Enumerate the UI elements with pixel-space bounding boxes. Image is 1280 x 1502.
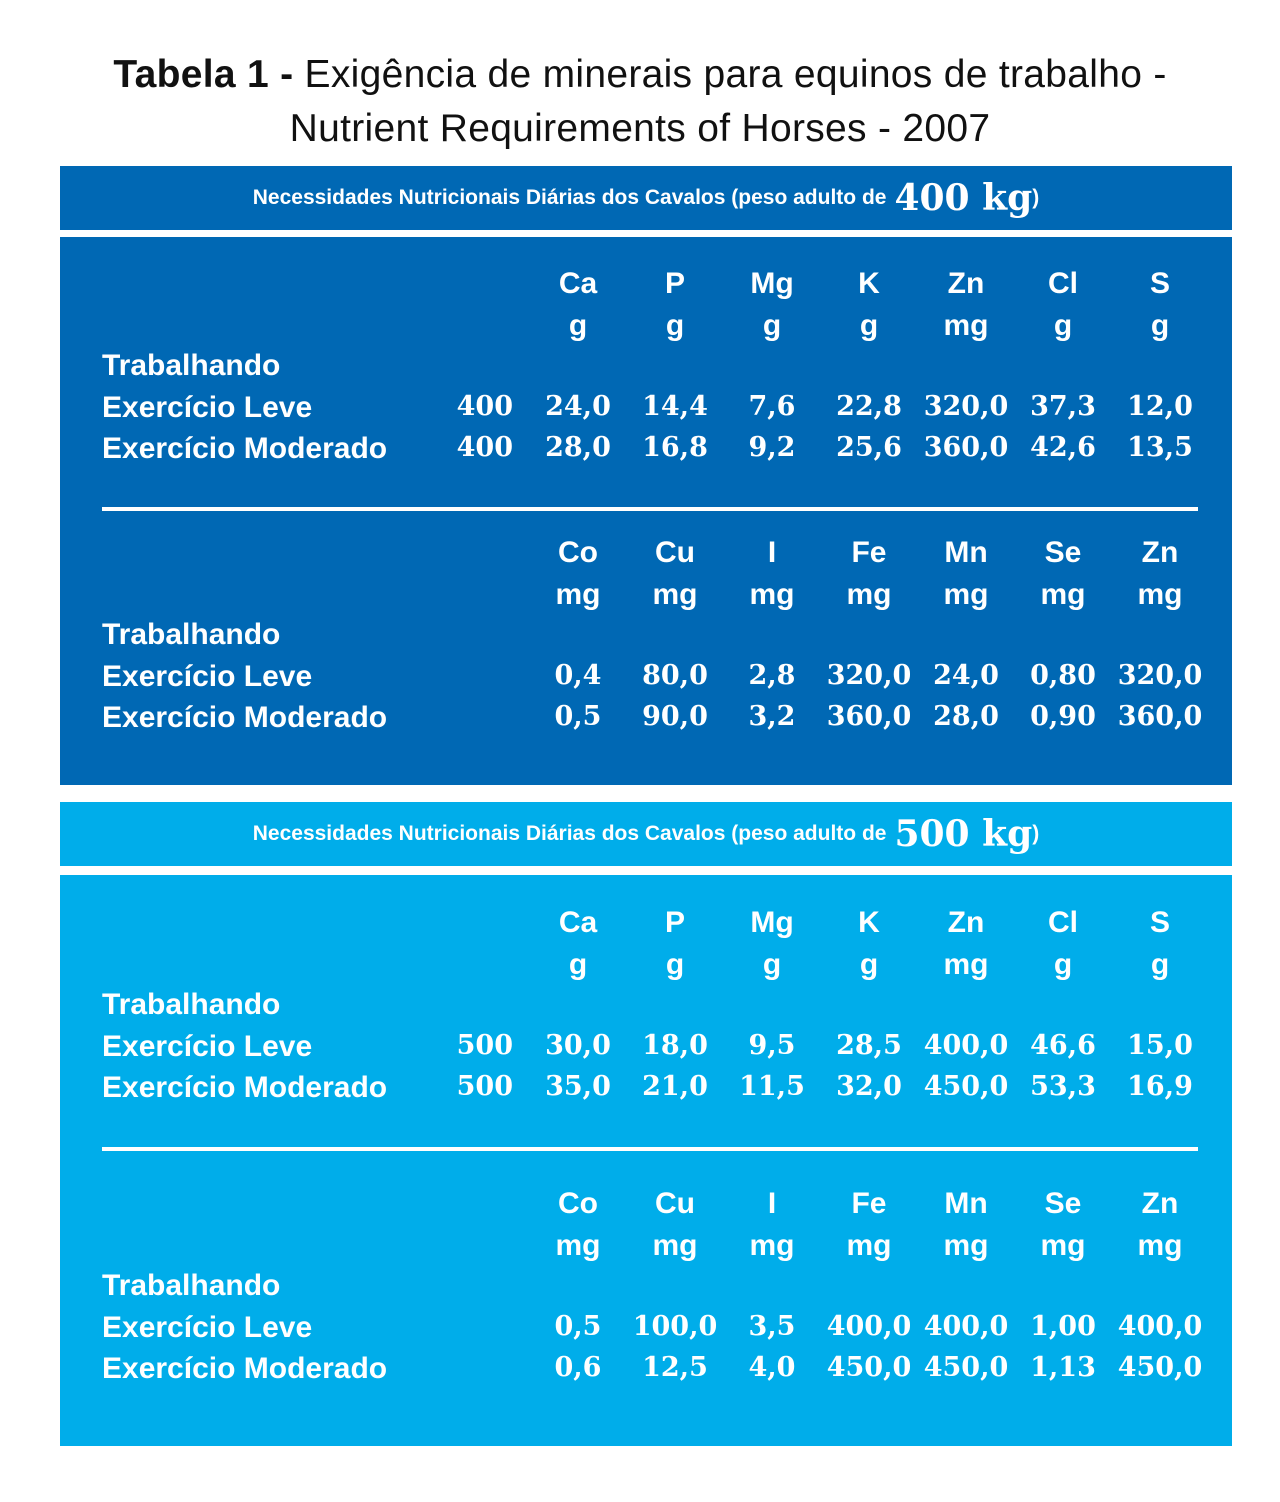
value-cell: 0,5 xyxy=(554,701,602,732)
row-label: Exercício Leve xyxy=(102,1030,313,1063)
unit-header: mg xyxy=(943,578,989,611)
value-cell: 320,0 xyxy=(826,660,912,691)
unit-header-row xyxy=(60,578,1232,618)
row-label: Exercício Leve xyxy=(102,1311,313,1344)
element-header: P xyxy=(664,906,685,939)
element-header: Cl xyxy=(1048,267,1078,300)
value-cell: 46,6 xyxy=(1030,1030,1096,1061)
value-cell: 11,5 xyxy=(739,1071,805,1102)
group-label-row xyxy=(60,618,1232,658)
title-prefix: Tabela 1 - xyxy=(113,53,294,96)
table-row xyxy=(60,701,1232,741)
unit-header: mg xyxy=(846,578,892,611)
value-cell: 400,0 xyxy=(923,1311,1009,1342)
value-cell: 28,0 xyxy=(933,701,999,732)
unit-header: mg xyxy=(846,1229,892,1262)
unit-header: mg xyxy=(1137,1229,1183,1262)
value-cell: 0,90 xyxy=(1030,701,1096,732)
value-cell: 9,5 xyxy=(748,1030,796,1061)
section-header-text: Necessidades Nutricionais Diárias dos Cavalos (peso adulto de xyxy=(252,822,887,845)
value-cell: 32,0 xyxy=(836,1071,902,1102)
value-cell: 22,8 xyxy=(836,391,902,422)
value-cell: 25,6 xyxy=(836,432,902,463)
unit-header: mg xyxy=(652,1229,698,1262)
value-cell: 7,6 xyxy=(748,391,796,422)
element-header: I xyxy=(767,1187,777,1220)
element-header: Cu xyxy=(655,536,695,569)
table-row xyxy=(60,1352,1232,1392)
section-header-weight: 400 kg xyxy=(894,177,1033,219)
table-row xyxy=(60,1071,1232,1111)
value-cell: 24,0 xyxy=(545,391,611,422)
group-label-row xyxy=(60,1269,1232,1309)
element-header-row xyxy=(60,1187,1232,1227)
value-cell: 400,0 xyxy=(1117,1311,1203,1342)
value-cell: 450,0 xyxy=(923,1352,1009,1383)
value-cell: 450,0 xyxy=(826,1352,912,1383)
element-header: Zn xyxy=(947,267,985,300)
unit-header-row xyxy=(60,948,1232,988)
element-header: Ca xyxy=(558,267,598,300)
group-label: Trabalhando xyxy=(102,349,281,382)
unit-header: mg xyxy=(943,948,989,981)
element-header: Mn xyxy=(944,1187,988,1220)
value-cell: 18,0 xyxy=(642,1030,708,1061)
title-line1: Exigência de minerais para equinos de trabalho - xyxy=(304,53,1167,96)
page-title xyxy=(0,48,1280,156)
unit-header: g xyxy=(859,948,879,981)
value-cell: 12,0 xyxy=(1127,391,1193,422)
value-cell: 28,0 xyxy=(545,432,611,463)
element-header: Mg xyxy=(750,267,794,300)
element-header: Se xyxy=(1044,536,1082,569)
value-cell: 3,5 xyxy=(748,1311,796,1342)
element-header: Mg xyxy=(750,906,794,939)
section-header-close: ) xyxy=(1032,186,1040,209)
element-header: Zn xyxy=(947,906,985,939)
value-cell: 16,9 xyxy=(1127,1071,1193,1102)
value-cell: 360,0 xyxy=(1117,701,1203,732)
weight-cell: 500 xyxy=(456,1030,513,1061)
section-header-close: ) xyxy=(1032,822,1040,845)
element-header: Cl xyxy=(1048,906,1078,939)
value-cell: 0,80 xyxy=(1030,660,1096,691)
unit-header: mg xyxy=(943,309,989,342)
section-panel-400 xyxy=(60,237,1232,785)
unit-header: g xyxy=(859,309,879,342)
section-panel-500 xyxy=(60,875,1232,1446)
weight-cell: 400 xyxy=(456,432,513,463)
value-cell: 4,0 xyxy=(748,1352,796,1383)
unit-header: g xyxy=(568,309,588,342)
table-row xyxy=(60,432,1232,472)
element-header: Fe xyxy=(851,536,887,569)
unit-header: mg xyxy=(1040,1229,1086,1262)
group-label-row xyxy=(60,988,1232,1028)
value-cell: 90,0 xyxy=(642,701,708,732)
unit-header: g xyxy=(1150,309,1170,342)
table-divider xyxy=(102,507,1198,511)
value-cell: 450,0 xyxy=(1117,1352,1203,1383)
unit-header-row xyxy=(60,1229,1232,1269)
section-header-500 xyxy=(60,802,1232,866)
element-header-row xyxy=(60,536,1232,576)
unit-header: g xyxy=(1150,948,1170,981)
group-label: Trabalhando xyxy=(102,618,281,651)
row-label: Exercício Moderado xyxy=(102,1352,388,1385)
value-cell: 450,0 xyxy=(923,1071,1009,1102)
value-cell: 360,0 xyxy=(923,432,1009,463)
value-cell: 37,3 xyxy=(1030,391,1096,422)
value-cell: 42,6 xyxy=(1030,432,1096,463)
element-header: Co xyxy=(558,536,598,569)
value-cell: 15,0 xyxy=(1127,1030,1193,1061)
unit-header: mg xyxy=(1137,578,1183,611)
element-header: Ca xyxy=(558,906,598,939)
value-cell: 100,0 xyxy=(632,1311,718,1342)
unit-header: g xyxy=(665,309,685,342)
table-row xyxy=(60,660,1232,700)
value-cell: 2,8 xyxy=(748,660,796,691)
unit-header: mg xyxy=(652,578,698,611)
value-cell: 400,0 xyxy=(826,1311,912,1342)
element-header-row xyxy=(60,906,1232,946)
unit-header: g xyxy=(1053,948,1073,981)
value-cell: 1,13 xyxy=(1030,1352,1096,1383)
element-header-row xyxy=(60,267,1232,307)
element-header: Mn xyxy=(944,536,988,569)
unit-header: mg xyxy=(749,578,795,611)
group-label: Trabalhando xyxy=(102,1269,281,1302)
row-label: Exercício Leve xyxy=(102,660,313,693)
unit-header: mg xyxy=(1040,578,1086,611)
element-header: I xyxy=(767,536,777,569)
element-header: Se xyxy=(1044,1187,1082,1220)
value-cell: 0,4 xyxy=(554,660,602,691)
unit-header-row xyxy=(60,309,1232,349)
value-cell: 3,2 xyxy=(748,701,796,732)
element-header: S xyxy=(1149,267,1170,300)
value-cell: 9,2 xyxy=(748,432,796,463)
unit-header: g xyxy=(762,948,782,981)
value-cell: 13,5 xyxy=(1127,432,1193,463)
table-divider xyxy=(102,1147,1198,1151)
section-header-text: Necessidades Nutricionais Diárias dos Cavalos (peso adulto de xyxy=(252,186,887,209)
unit-header: mg xyxy=(555,1229,601,1262)
value-cell: 53,3 xyxy=(1030,1071,1096,1102)
element-header: K xyxy=(858,267,880,300)
value-cell: 12,5 xyxy=(642,1352,708,1383)
unit-header: g xyxy=(762,309,782,342)
unit-header: g xyxy=(665,948,685,981)
value-cell: 24,0 xyxy=(933,660,999,691)
unit-header: mg xyxy=(555,578,601,611)
group-label: Trabalhando xyxy=(102,988,281,1021)
weight-cell: 500 xyxy=(456,1071,513,1102)
value-cell: 80,0 xyxy=(642,660,708,691)
table-row xyxy=(60,1030,1232,1070)
element-header: Co xyxy=(558,1187,598,1220)
element-header: Zn xyxy=(1141,536,1179,569)
row-label: Exercício Moderado xyxy=(102,1071,388,1104)
value-cell: 0,5 xyxy=(554,1311,602,1342)
table-row xyxy=(60,1311,1232,1351)
unit-header: mg xyxy=(749,1229,795,1262)
value-cell: 28,5 xyxy=(836,1030,902,1061)
element-header: Zn xyxy=(1141,1187,1179,1220)
row-label: Exercício Moderado xyxy=(102,432,388,465)
value-cell: 21,0 xyxy=(642,1071,708,1102)
section-header-weight: 500 kg xyxy=(894,813,1033,855)
element-header: K xyxy=(858,906,880,939)
value-cell: 35,0 xyxy=(545,1071,611,1102)
element-header: P xyxy=(664,267,685,300)
title-line2: Nutrient Requirements of Horses - 2007 xyxy=(289,107,991,150)
value-cell: 320,0 xyxy=(1117,660,1203,691)
unit-header: mg xyxy=(943,1229,989,1262)
element-header: Fe xyxy=(851,1187,887,1220)
table-row xyxy=(60,391,1232,431)
group-label-row xyxy=(60,349,1232,389)
row-label: Exercício Leve xyxy=(102,391,313,424)
value-cell: 400,0 xyxy=(923,1030,1009,1061)
element-header: Cu xyxy=(655,1187,695,1220)
value-cell: 360,0 xyxy=(826,701,912,732)
row-label: Exercício Moderado xyxy=(102,701,388,734)
weight-cell: 400 xyxy=(456,391,513,422)
value-cell: 1,00 xyxy=(1030,1311,1096,1342)
unit-header: g xyxy=(1053,309,1073,342)
value-cell: 0,6 xyxy=(554,1352,602,1383)
element-header: S xyxy=(1149,906,1170,939)
section-header-400 xyxy=(60,166,1232,230)
value-cell: 30,0 xyxy=(545,1030,611,1061)
value-cell: 320,0 xyxy=(923,391,1009,422)
value-cell: 14,4 xyxy=(642,391,708,422)
value-cell: 16,8 xyxy=(642,432,708,463)
unit-header: g xyxy=(568,948,588,981)
